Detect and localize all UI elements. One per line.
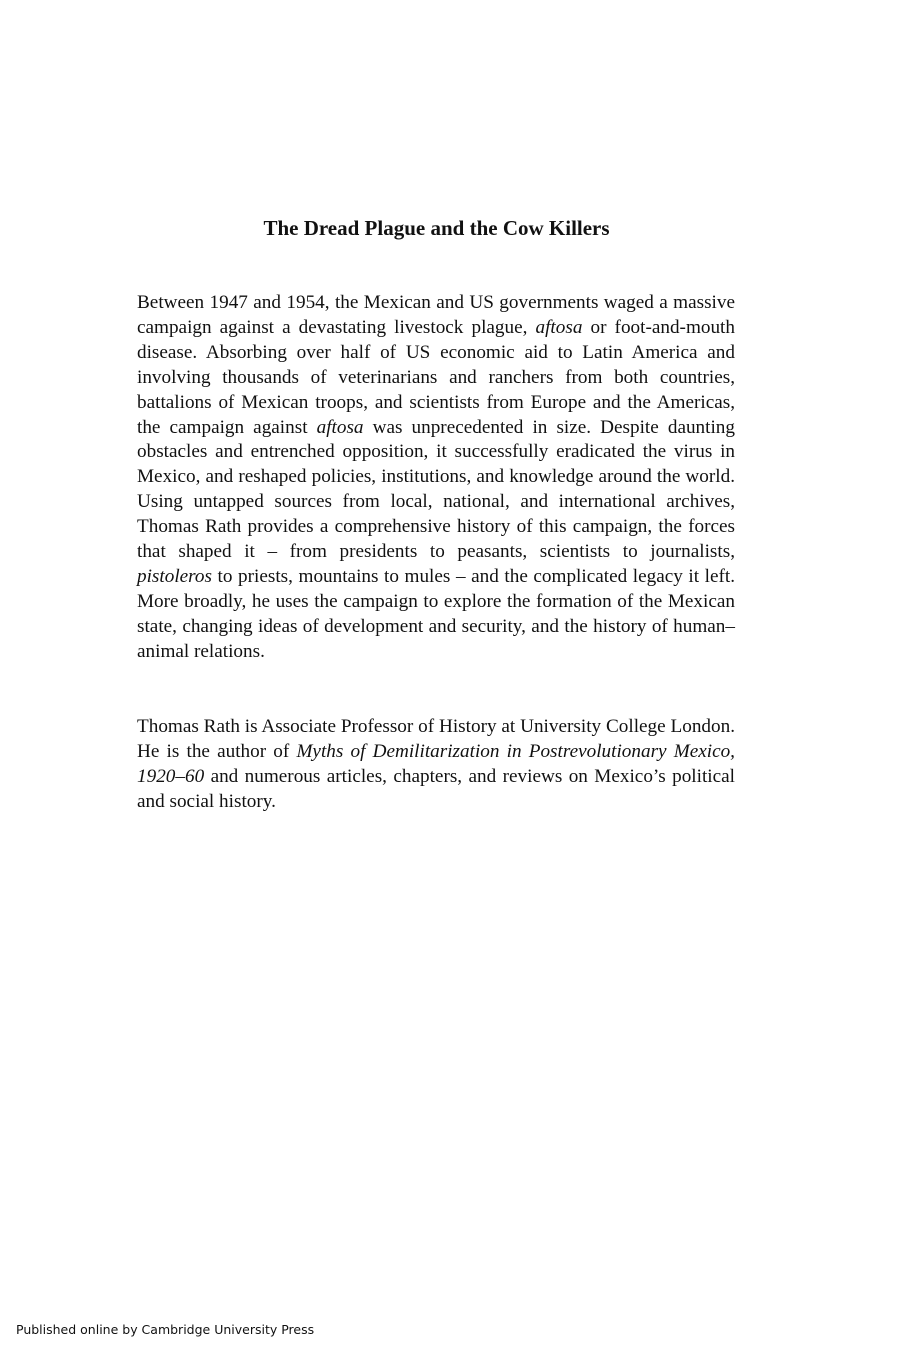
description-text: to priests, mountains to mules – and the complicated legacy it left. More broadly, he uses the campaign to explore the formation of the Mexican state, changing ideas of development and security, and the history of human–animal relations. bbox=[137, 565, 735, 662]
description-italic-term: pistoleros bbox=[137, 565, 212, 587]
author-bio-text: and numerous articles, chapters, and reviews on Mexico’s political and social history. bbox=[137, 765, 735, 812]
description-italic-term: aftosa bbox=[316, 416, 364, 438]
description-text: was unprecedented in size. Despite daunting obstacles and entrenched opposition, it successfully eradicated the virus in Mexico, and reshaped policies, institutions, and knowledge around the world. Using untapped sources from local, national, and international archives, Thomas Rath provides a comprehensive history of this campaign, the forces that shaped it – from presidents to peasants, scientists to journalists, bbox=[137, 416, 735, 563]
description-text: or foot-and-mouth disease. Absorbing over half of US economic aid to Latin America and involving thousands of veterinarians and ranchers from both countries, battalions of Mexican troops, and scientists from Europe and the Americas, the campaign against bbox=[137, 316, 735, 438]
author-book-title: Myths of Demilitarization in Postrevolutionary Mexico, 1920–60 bbox=[137, 740, 735, 787]
author-bio bbox=[137, 715, 735, 815]
description-text: Between 1947 and 1954, the Mexican and US governments waged a massive campaign against a devastating livestock plague, bbox=[137, 292, 735, 338]
author-bio-text: Thomas Rath is Associate Professor of History at University College London. He is the author of bbox=[137, 716, 735, 762]
publisher-footer: Published online by Cambridge University Press bbox=[16, 1322, 315, 1337]
description-italic-term: aftosa bbox=[535, 316, 583, 338]
book-title: The Dread Plague and the Cow Killers bbox=[263, 216, 610, 240]
book-description bbox=[137, 291, 735, 665]
